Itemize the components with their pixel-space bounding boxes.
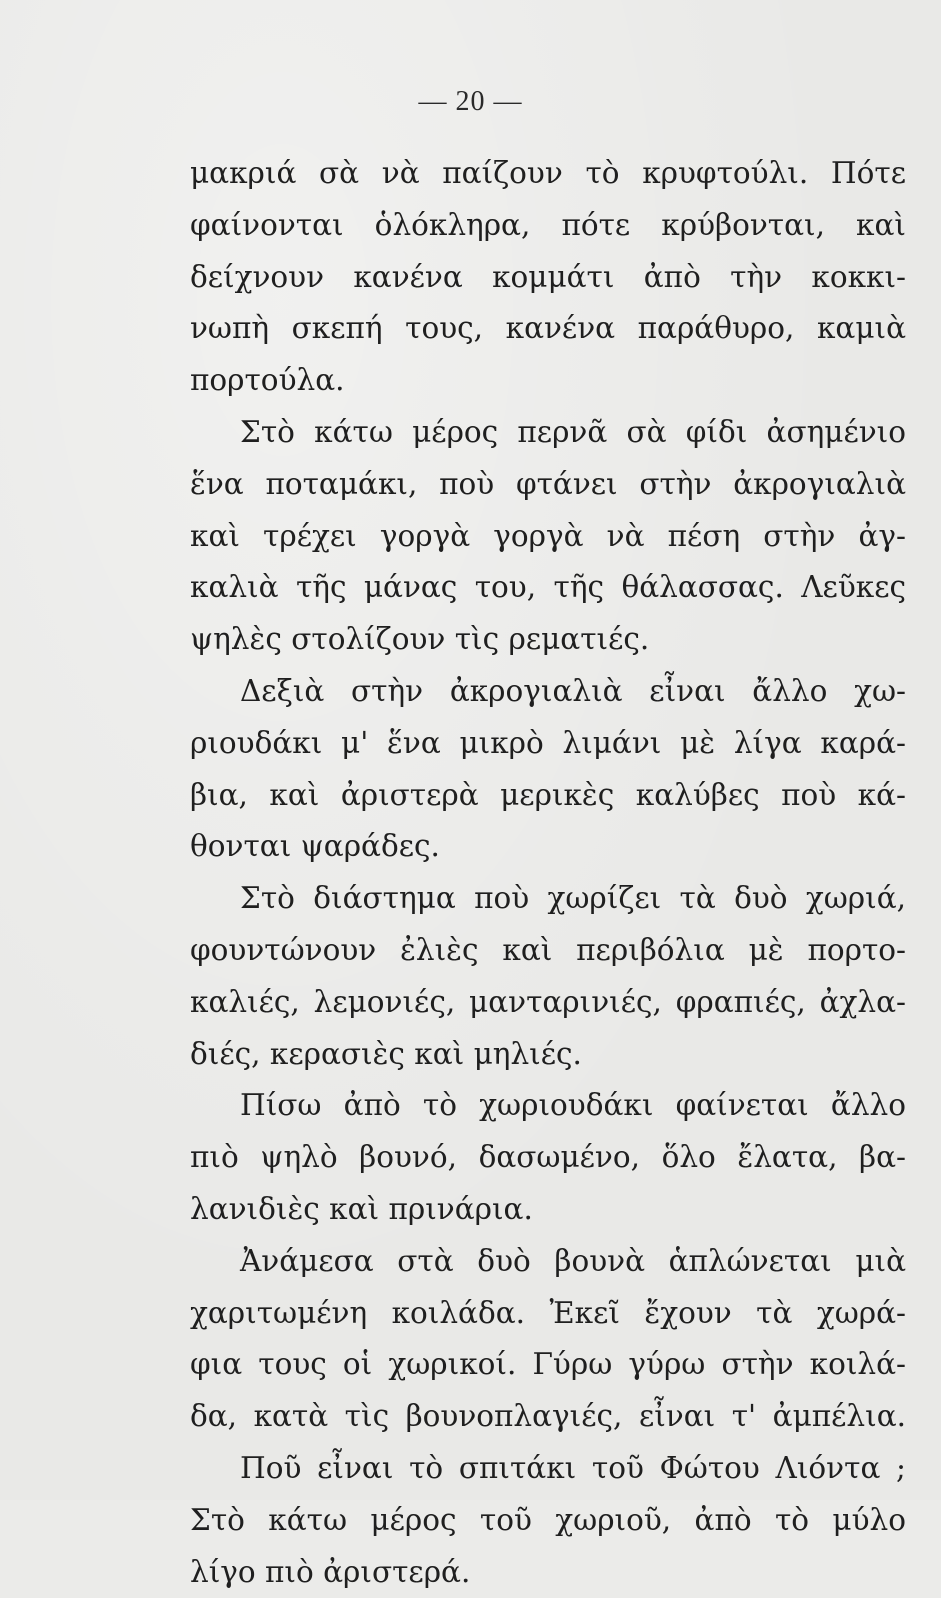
text-line: πορτούλα.	[190, 363, 345, 398]
text-line: ψηλὲς στολίζουν τὶς ρεματιές.	[190, 622, 650, 657]
text-line: διές, κερασιὲς καὶ μηλιές.	[190, 1036, 582, 1071]
text-line: θονται ψαράδες.	[190, 829, 440, 864]
text-line: ἕνα ποταμάκι, ποὺ φτάνει στὴν ἀκρογιαλιὰ	[190, 466, 906, 501]
text-line: δα, κατὰ τὶς βουνοπλαγιές, εἶναι τ' ἀμπέλια.	[190, 1399, 906, 1434]
text-line: νωπὴ σκεπή τους, κανένα παράθυρο, καμιὰ	[190, 311, 906, 346]
text-line: φια τους οἱ χωρικοί. Γύρω γύρω στὴν κοιλά-	[190, 1347, 906, 1382]
text-line: Ἀνάμεσα στὰ δυὸ βουνὰ ἁπλώνεται μιὰ	[240, 1243, 906, 1278]
text-line: Πίσω ἀπὸ τὸ χωριουδάκι φαίνεται ἄλλο	[240, 1088, 906, 1123]
text-line: δείχνουν κανένα κομμάτι ἀπὸ τὴν κοκκι-	[190, 259, 906, 294]
text-line: χαριτωμένη κοιλάδα. Ἐκεῖ ἔχουν τὰ χωρά-	[190, 1295, 906, 1330]
text-line: λανιδιὲς καὶ πρινάρια.	[190, 1191, 533, 1226]
text-line: Στὸ διάστημα ποὺ χωρίζει τὰ δυὸ χωριά,	[240, 881, 906, 916]
page-number: — 20 —	[418, 86, 523, 117]
text-line: λίγο πιὸ ἀριστερά.	[190, 1554, 471, 1589]
text-line: βια, καὶ ἀριστερὰ μερικὲς καλύβες ποὺ κά-	[190, 777, 906, 812]
text-line: καὶ τρέχει γοργὰ γοργὰ νὰ πέση στὴν ἀγ-	[190, 518, 906, 553]
text-line: πιὸ ψηλὸ βουνό, δασωμένο, ὅλο ἔλατα, βα-	[190, 1140, 906, 1175]
text-line: καλιὰ τῆς μάνας του, τῆς θάλασσας. Λεῦκες	[190, 570, 906, 605]
text-line: Στὸ κάτω μέρος περνᾶ σὰ φίδι ἀσημένιο	[240, 414, 906, 449]
page-text	[190, 148, 906, 1598]
text-line: Ποῦ εἶναι τὸ σπιτάκι τοῦ Φώτου Λιόντα ;	[240, 1450, 906, 1485]
text-line: Δεξιὰ στὴν ἀκρογιαλιὰ εἶναι ἄλλο χω-	[240, 673, 906, 708]
text-line: ριουδάκι μ' ἕνα μικρὸ λιμάνι μὲ λίγα καρά-	[190, 725, 906, 760]
text-line: καλιές, λεμονιές, μανταρινιές, φραπιές, ἀχλα-	[190, 984, 906, 1019]
text-line: φαίνονται ὁλόκληρα, πότε κρύβονται, καὶ	[190, 207, 906, 242]
text-line: φουντώνουν ἐλιὲς καὶ περιβόλια μὲ πορτο-	[190, 932, 906, 967]
text-line: μακριά σὰ νὰ παίζουν τὸ κρυφτούλι. Πότε	[190, 156, 906, 190]
text-line: Στὸ κάτω μέρος τοῦ χωριοῦ, ἀπὸ τὸ μύλο	[190, 1502, 906, 1537]
